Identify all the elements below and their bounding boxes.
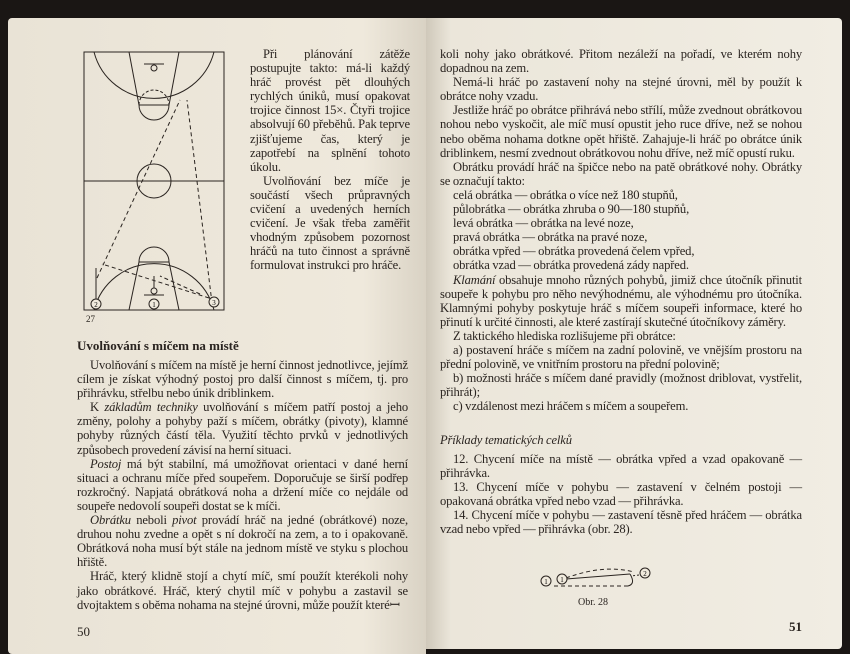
- paragraph: a) postavení hráče s míčem na zadní polovině, ve vnějším prostoru na přední polovině, ve vnitřním prostoru na přední polovině;: [440, 342, 802, 372]
- player-1-start: [541, 576, 551, 586]
- player-1: [149, 299, 159, 309]
- paragraph: [440, 273, 802, 329]
- paragraph: Obrátku provádí hráč na špičce nebo na patě obrátkové nohy. Obrátky se označují takto:: [440, 159, 802, 188]
- left-flow: [8, 318, 426, 654]
- list-item: levá obrátka — obrátka na levé noze,: [453, 216, 634, 231]
- paragraph: Jestliže hráč po obrátce přihrává nebo střílí, může zvednout obrátkovou nohou nebo vyskočit, ale míč musí opustit jeho ruce dříve, než se nohou nebo oběma nohama dotkne opět hřiště. Zahajuje-li hráč po obrátce únik driblinkem, nesmí zvednout obrátkovou nohu dříve, než míč opustí ruku.: [440, 103, 802, 160]
- section-heading: Uvolňování s míčem na místě: [77, 338, 239, 353]
- paragraph: Uvolňování s míčem na místě je herní činnost jednotlivce, jejímž cílem je získat výhodný postoj pro další činnost s míčem, tj. pro přihrávku, střelbu nebo únik driblinkem.: [77, 358, 408, 401]
- list-item: pravá obrátka — obrátka na pravé noze,: [453, 230, 648, 245]
- text: uvolňování s míčem patří postoj a jeho změny, polohy a pohyby paží s míčem, obrátky (pivoty), klamné pohyby různých částí těla. Využití těchto prvků v jednotlivých způsobech provedení závisí na herní situaci.: [77, 400, 408, 457]
- paragraph: Hráč, který klidně stojí a chytí míč, smí použít kterékoli nohy jako obrátkové. Hráč, který chytil míč v pohybu a zastavil se dvojtaktem s oběma nohama na stejné úrovni, může použít kteréꟷ: [77, 569, 408, 612]
- left-page: [8, 18, 426, 654]
- figure-number: 27: [86, 314, 95, 324]
- list-item: obrátka vpřed — obrátka provedená čelem vpřed,: [453, 244, 695, 259]
- paragraph: koli nohy jako obrátkové. Přitom nezáleží na pořadí, ve kterém nohy dopadnou na zem.: [440, 47, 802, 76]
- figure-28: [440, 564, 802, 609]
- paragraph: [77, 457, 408, 513]
- player-2: [640, 568, 650, 578]
- top-area: [8, 18, 426, 324]
- player-1: [557, 574, 567, 584]
- paragraph: Nemá-li hráč po zastavení nohy na stejné úrovni, měl by použít k obrátce nohy vzadu.: [440, 75, 802, 104]
- example-12: 12. Chycení míče na místě — obrátka vpřed a vzad opakovaně — přihrávka.: [440, 451, 802, 480]
- text: K: [90, 400, 105, 415]
- emphasis: Postoj: [90, 456, 122, 471]
- pivot-diagram: [534, 564, 654, 594]
- list-item: celá obrátka — obrátka o více než 180 stupňů,: [453, 187, 678, 202]
- svg-text:1: 1: [544, 578, 548, 587]
- player-3: [209, 297, 219, 307]
- page-number: 50: [77, 623, 90, 639]
- text: obsahuje mnoho různých pohybů, jimiž chce útočník přinutit soupeře k pohybu pro něho nevýhodnému, ale výhodnému pro útočníka. Klamnými pohyby poskytuje hráč s míčem soupeři informace, které ho přinutí k určité činnosti, ale které zastírají skutečné útočníkovy záměry.: [440, 272, 802, 329]
- list-item: půlobrátka — obrátka zhruba o 90—180 stupňů,: [453, 202, 690, 217]
- emphasis: základům techniky: [104, 400, 198, 415]
- page-number: 51: [789, 619, 802, 635]
- paragraph: Při plánování zátěže postupujte takto: má-li každý hráč provést pět dlouhých rychlých úniků, musí opakovat trojice činnost 15×. Čtyři trojice absolvují 60 přeběhů. Pak teprve zjišťujeme čas, který je zapotřebí na splnění tohoto úkolu.: [250, 47, 410, 174]
- text: má být stabilní, má umožňovat orientaci v dané herní situaci a ochranu míče před soupeřem. Doporučuje se širší podřep rozkročný. Napjatá obrátková noha a držení míče co nejdále od soupeře nedovolí soupeři dostat se k míči.: [77, 456, 408, 513]
- text: provádí hráč na jedné (obrátkové) noze, druhou nohu zvedne a opět s ní dokročí na zem, a to i opakovaně. Obrátková noha musí být stále na jednom místě ve styku s plochou hřiště.: [77, 513, 408, 570]
- emphasis: pivot: [172, 513, 197, 528]
- svg-text:2: 2: [643, 570, 647, 579]
- figure-caption: Obr. 28: [578, 597, 608, 609]
- emphasis: Obrátku: [90, 513, 131, 528]
- paragraph: [77, 513, 408, 569]
- paragraph: c) vzdálenost mezi hráčem s míčem a soupeřem.: [453, 399, 689, 414]
- svg-text:2: 2: [94, 301, 98, 309]
- paragraph: Uvolňování bez míče je součástí všech průpravných cvičení a uvedených herních cvičení. Je však třeba zaměřit vhodným způsobem pozornost hráčů na tuto činnost a správně formulovat instrukci pro hráče.: [250, 173, 410, 273]
- main-text: [440, 47, 802, 536]
- subheading: Příklady tematických celků: [440, 433, 572, 448]
- main-text: [77, 358, 408, 612]
- svg-text:1: 1: [560, 576, 564, 585]
- example-13: 13. Chycení míče v pohybu — zastavení v čelném postoji — opakovaná obrátka vpřed nebo vzad — přihrávka.: [440, 479, 802, 508]
- paragraph: b) možnosti hráče s míčem dané pravidly (možnost driblovat, vystřelit, přihrát);: [440, 371, 802, 400]
- paragraph: Z taktického hlediska rozlišujeme při obrátce:: [453, 328, 676, 343]
- svg-text:3: 3: [212, 299, 216, 307]
- right-page: [426, 18, 842, 649]
- emphasis: Klamání: [453, 272, 496, 287]
- court-diagram: [82, 50, 232, 312]
- svg-text:1: 1: [152, 301, 156, 309]
- side-text: [250, 47, 410, 273]
- example-14: 14. Chycení míče v pohybu — zastavení těsně před hráčem — obrátka vzad nebo vpřed — přihrávka (obr. 28).: [440, 507, 802, 536]
- list-item: obrátka vzad — obrátka provedená zády napřed.: [453, 258, 689, 273]
- text: neboli: [130, 513, 173, 528]
- right-flow: [426, 18, 842, 649]
- paragraph: [77, 400, 408, 456]
- player-2: [91, 299, 101, 309]
